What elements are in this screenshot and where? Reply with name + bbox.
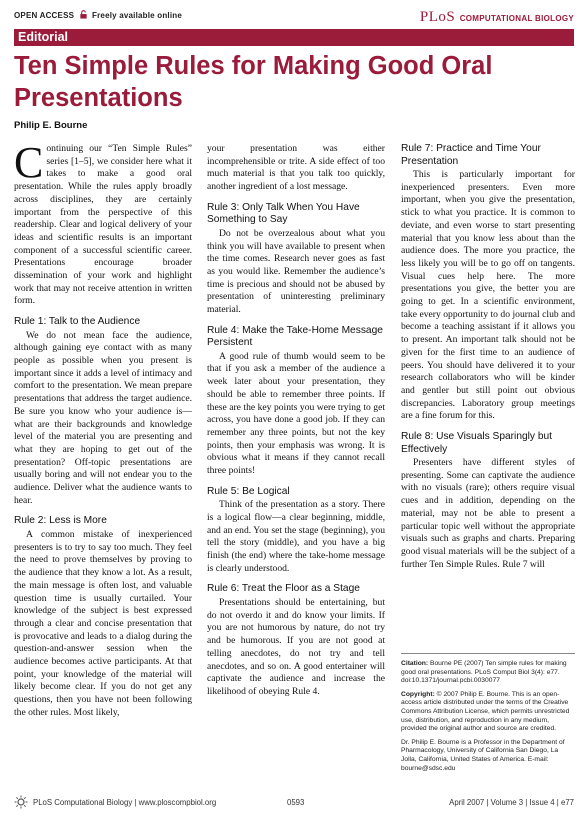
footer-journal: PLoS Computational Biology | www.ploscompbiol.org xyxy=(33,798,217,807)
citation xyxy=(401,660,575,686)
column-2 xyxy=(207,143,385,699)
article-author: Philip E. Bourne xyxy=(14,120,88,131)
intro-text: ontinuing our “Ten Simple Rules” series [1–5], we consider here what it takes to make a good oral presentation. While the rules apply broadly across disciplines, they are certainly important from the perspective of this readership. Clear and logical delivery of your ideas and scientific results is an important component of a successful scientific career. Presentations encourage broader dissemination of your work and highlight work that may not receive attention in written form. xyxy=(14,143,192,307)
rule-2-text: A common mistake of inexperienced presenters is to try to say too much. They feel the need to prove themselves by proving to the audience that they know a lot. As a result, the main message is often lost, and valuable question time is usually curtailed. Your knowledge of the subject is best expressed through a clear and concise presentation that is provocative and leads to a dialog during the question-and-answer session when the audience becomes active participants. At that point, your knowledge of the material will likely become clear. If you do not get any questions, then you have not been following the other rules. Most likely, xyxy=(14,528,192,718)
open-lock-icon xyxy=(79,10,88,19)
copyright-label: Copyright: xyxy=(401,690,435,698)
copyright xyxy=(401,691,575,734)
rule-5-heading: Rule 5: Be Logical xyxy=(207,485,290,497)
rule-8-text: Presenters have different styles of presenting. Some can captivate the audience with no visuals (rare); others require visual cues and in addition, depending on the material, may not be able to present a particular topic well without the appropriate visuals such as graphs and charts. Preparing good visual materials will be the subject of a further Ten Simple Rules. Rule 7 will xyxy=(401,457,575,570)
rule-2-text-cont: your presentation was either incomprehensible or trite. A side effect of too much material is that you talk too quickly, another ingredient of a lost message. xyxy=(207,143,385,193)
footer-issue: April 2007 | Volume 3 | Issue 4 | e77 xyxy=(449,798,574,807)
rule-5-text: Think of the presentation as a story. There is a logical flow—a clear beginning, middle, and an end. You set the stage (beginning), you tell the story (middle), and you have a big finish (the end) where the take-home message is clearly understood. xyxy=(207,499,385,574)
rule-3-heading: Rule 3: Only Talk When You Have Something to Say xyxy=(207,201,360,226)
rule-6-heading: Rule 6: Treat the Floor as a Stage xyxy=(207,583,360,595)
rule-7-text: This is particularly important for inexperienced presenters. Even more important, when you give the presentation, stick to what you practice. It is common to deviate, and even worse to start presenting material that you know less about than the audience does. The more you practice, the less likely you will be to go off on tangents. Visual cues help here. The more presentations you give, the better you are going to get. In a scientific environment, take every opportunity to do journal club and become a teaching assistant if it allows you to present. An important talk should not be given for the first time to an audience of peers. You should have delivered it to your research collaborators who will be kinder and gentler but still point out obvious discrepancies. Laboratory group meetings are a fine forum for this. xyxy=(401,169,575,422)
citation-label: Citation: xyxy=(401,660,429,667)
column-1 xyxy=(14,138,192,720)
rule-1-heading: Rule 1: Talk to the Audience xyxy=(14,316,141,328)
journal-plos: PLoS xyxy=(419,9,456,25)
rule-7-heading: Rule 7: Practice and Time Your Presentation xyxy=(401,143,541,167)
journal-name: COMPUTATIONAL BIOLOGY xyxy=(459,14,574,23)
rule-3-text: Do not be overzealous about what you think you will have available to present when the time comes. Research never goes as fast as you would like. Remember the audience’s time is precious and should not be abused by presentation of uninteresting preliminary material. xyxy=(207,227,385,316)
rule-4-heading: Rule 4: Make the Take-Home Message Persistent xyxy=(207,324,383,349)
rule-6-text: Presentations should be entertaining, but do not overdo it and do know your limits. If you are not humorous by nature, do not try and be humorous. If you are not good at telling anecdotes, do not try and tell anecdotes, and so on. A good entertainer will captivate the audience and increase the likelihood of obeying Rule 4. xyxy=(207,596,385,697)
intro-paragraph xyxy=(14,138,192,308)
section-label: Editorial xyxy=(18,30,69,44)
affiliation: Dr. Philip E. Bourne is a Professor in the Department of Pharmacology, University of California San Diego, La Jolla, California, United States of America. E-mail: bourne@sdsc.edu xyxy=(401,738,565,772)
copyright-text: © 2007 Philip E. Bourne. This is an open-access article distributed under the terms of the Creative Commons Attribution License, which permits unrestricted use, distribution, and reproduction in any medium, provided the original author and source are credited. xyxy=(401,690,570,733)
rule-1-text: We do not mean face the audience, although gaining eye contact with as many people as possible when you present is important since it adds a level of intimacy and comfort to the presentation. We mean prepare presentations that address the target audience. Be sure you know who your audience is—what are their backgrounds and knowledge level of the material you are presenting and what they are hoping to get out of the presentation? Off-topic presentations are usually boring and will not endear you to the audience. Deliver what the audience wants to hear. xyxy=(14,329,192,506)
top-bar xyxy=(14,8,574,26)
article-title: Ten Simple Rules for Making Good Oral Presentations xyxy=(14,52,493,112)
page-footer xyxy=(14,797,574,811)
rule-8-heading: Rule 8: Use Visuals Sparingly but Effectively xyxy=(401,431,553,455)
column-3 xyxy=(401,143,575,571)
rule-2-heading: Rule 2: Less is More xyxy=(14,515,107,527)
drop-cap: C xyxy=(14,138,44,187)
open-access-text: OPEN ACCESS xyxy=(14,11,75,20)
rule-4-text: A good rule of thumb would seem to be that if you ask a member of the audience a week later about your presentation, they should be able to remember three points. If these are the key points you were trying to get across, you have done a good job. If they can remember any three points, but not the key points, then your emphasis was wrong. It is obvious what it means if they cannot recall three points! xyxy=(207,350,385,477)
page-number: 0593 xyxy=(287,798,305,807)
metadata-divider xyxy=(401,653,575,654)
journal-brand xyxy=(420,8,574,26)
article-metadata xyxy=(401,660,575,778)
section-bar xyxy=(14,29,574,46)
open-access-label xyxy=(14,10,182,20)
citation-text: Bourne PE (2007) Ten simple rules for making good oral presentations. PLoS Comput Biol 3(4): e77. doi:10.1371/journal.pcbi.0030077 xyxy=(401,660,567,685)
plos-logo-icon xyxy=(14,795,28,809)
freely-available-text: Freely available online xyxy=(92,11,182,20)
